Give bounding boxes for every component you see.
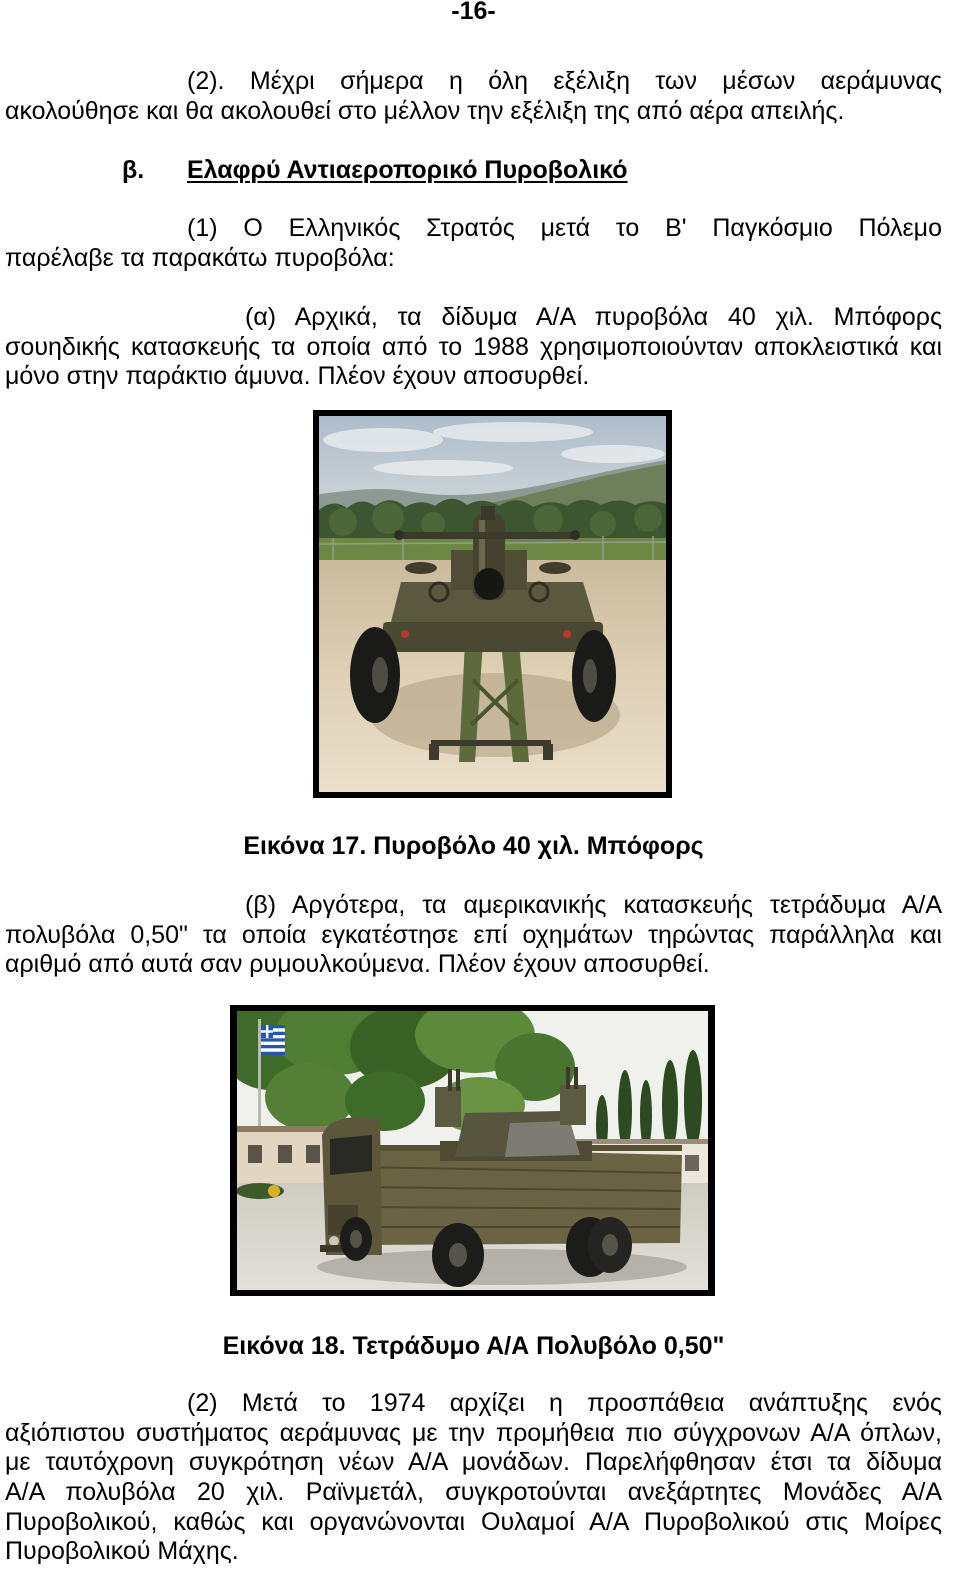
paragraph-line: με ταυτόχρονη συγκρότηση νέων Α/Α μονάδων. Παρελήφθησαν έτσι τα δίδυμα bbox=[5, 1448, 942, 1477]
paragraph-line: αξιόπιστου συστήματος αεράμυνας με την προμήθεια πιο σύγχρονων Α/Α όπλων, bbox=[5, 1418, 942, 1447]
gun-muzzle bbox=[474, 568, 504, 600]
tail-light-left bbox=[401, 630, 409, 638]
gunner-seat-right bbox=[539, 562, 571, 574]
truck-bed bbox=[360, 1147, 682, 1245]
ammo-box-right bbox=[560, 1085, 586, 1125]
tail-light-right bbox=[563, 630, 571, 638]
sight-bar bbox=[397, 532, 577, 539]
figure-18-caption: Εικόνα 18. Τετράδυμο Α/Α Πολυβόλο 0,50" bbox=[222, 1332, 725, 1360]
rear-wheel-3-hub bbox=[602, 1234, 618, 1256]
sight-knob-right bbox=[570, 530, 580, 540]
ammo-box-left bbox=[435, 1087, 461, 1127]
paragraph-line: Α/Α πολυβόλα 20 χιλ. Ραϊνμετάλ, συγκροτούνται ανεξάρτητες Μονάδες Α/Α bbox=[5, 1478, 942, 1507]
paragraph-intro bbox=[5, 67, 942, 126]
section-letter: β. bbox=[122, 156, 145, 184]
rear-wheel-1-hub bbox=[449, 1243, 467, 1267]
paragraph-line: αριθμό από αυτά σαν ρυμουλκούμενα. Πλέον έχουν αποσυρθεί. bbox=[5, 950, 710, 979]
paragraph-line: (β) Αργότερα, τα αμερικανικής κατασκευής τετράδυμα Α/Α bbox=[245, 891, 942, 919]
greek-flag bbox=[261, 1025, 285, 1055]
figure-18-photo bbox=[230, 1005, 715, 1296]
gunner-seat-left bbox=[405, 562, 437, 574]
outrigger-bar bbox=[431, 740, 551, 746]
paragraph-item-2 bbox=[5, 1389, 942, 1567]
paragraph-line: ακολούθησε και θα ακολουθεί στο μέλλον την εξέλιξη της από αέρα απειλής. bbox=[5, 96, 845, 125]
wheel-left-hub bbox=[372, 657, 388, 693]
section-heading bbox=[5, 156, 942, 186]
figure-17-photo bbox=[313, 410, 672, 798]
paragraph-line: παρέλαβε τα παρακάτω πυροβόλα: bbox=[5, 243, 395, 272]
cab-windshield bbox=[330, 1135, 372, 1175]
axle-body bbox=[383, 622, 603, 652]
gun-shield bbox=[505, 1121, 580, 1157]
building-left bbox=[237, 1126, 333, 1188]
paragraph-line: πολυβόλα 0,50" τα οποία εγκατέστησε επί οχημάτων τηρώντας παράλληλα και bbox=[5, 920, 942, 949]
paragraph-item-1 bbox=[5, 214, 942, 273]
wheel-right-hub bbox=[583, 659, 597, 693]
paragraph-line: μόνο στην παράκτιο άμυνα. Πλέον έχουν αποσυρθεί. bbox=[5, 362, 590, 391]
paragraph-line: (2). Μέχρι σήμερα η όλη εξέλιξη των μέσων αεράμυνας bbox=[187, 67, 942, 95]
breech-top bbox=[481, 506, 495, 520]
paragraph-line: (2) Μετά το 1974 αρχίζει η προσπάθεια ανάπτυξης ενός bbox=[187, 1389, 942, 1417]
paragraph-item-a bbox=[5, 303, 942, 392]
outrigger-foot-right bbox=[543, 744, 553, 760]
figure-17-caption: Εικόνα 17. Πυροβόλο 40 χιλ. Μπόφορς bbox=[243, 832, 704, 860]
paragraph-line: σουηδικής κατασκευής τα οποία από το 1988 χρησιμοποιούνταν αποκλειστικά και bbox=[5, 332, 942, 361]
section-title: Ελαφρύ Αντιαεροπορικό Πυροβολικό bbox=[187, 156, 628, 184]
paragraph-line: (1) Ο Ελληνικός Στρατός μετά το Β' Παγκόσμιο Πόλεμο bbox=[187, 214, 942, 242]
page-number: -16- bbox=[451, 0, 496, 25]
paragraph-line: Πυροβολικού, καθώς και οργανώνονται Ουλαμοί Α/Α Πυροβολικού στις Μοίρες bbox=[5, 1507, 942, 1536]
outrigger-foot-left bbox=[429, 744, 439, 760]
unit-emblem bbox=[268, 1185, 280, 1197]
paragraph-line: (α) Αρχικά, τα δίδυμα Α/Α πυροβόλα 40 χιλ. Μπόφορς bbox=[245, 303, 942, 331]
paragraph-item-b bbox=[5, 891, 942, 980]
headlight bbox=[329, 1236, 339, 1246]
paragraph-line: Πυροβολικού Μάχης. bbox=[5, 1537, 239, 1566]
front-wheel-hub bbox=[350, 1230, 362, 1248]
sight-knob-left bbox=[394, 530, 404, 540]
